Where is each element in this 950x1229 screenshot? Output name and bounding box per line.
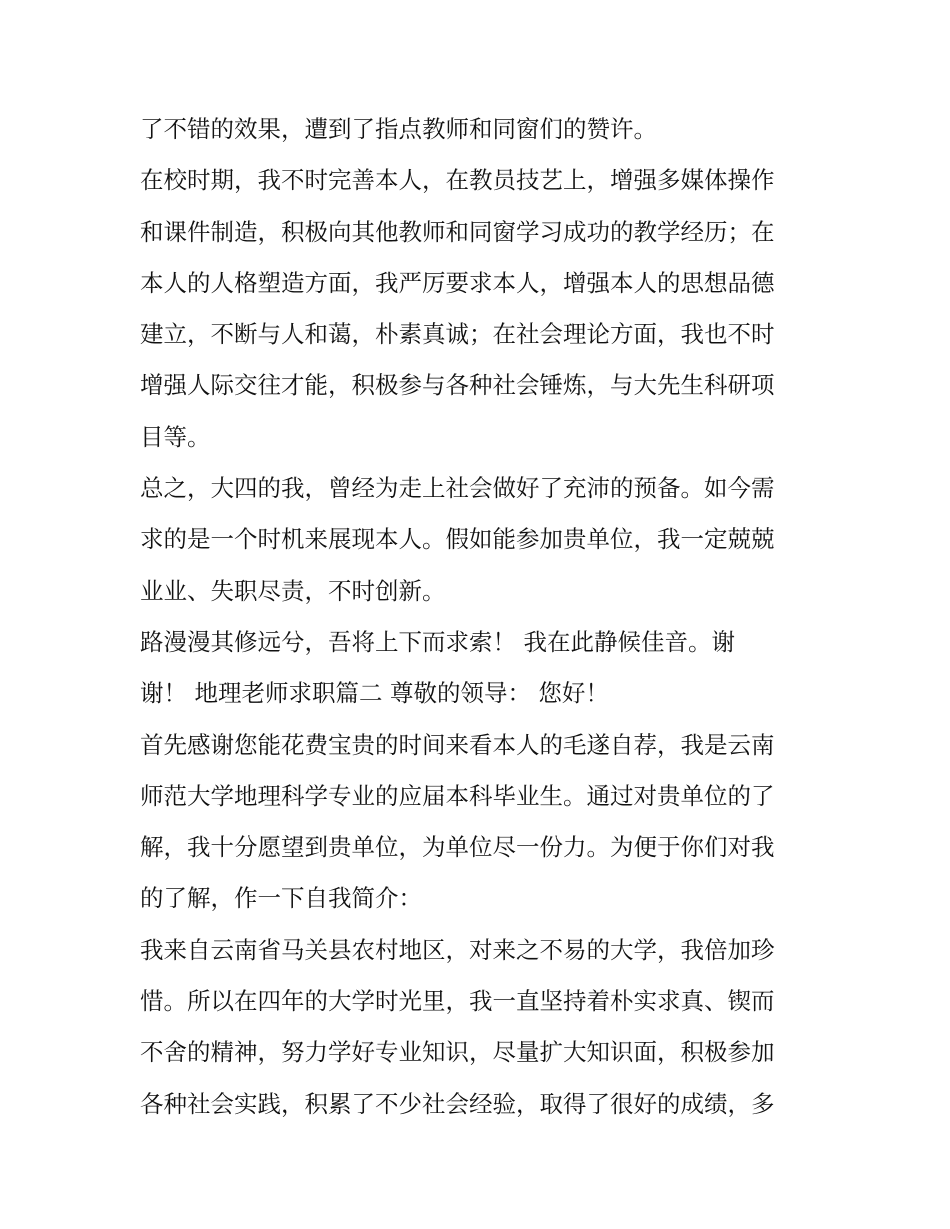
text-line: 业业、失职尽责，不时创新。 (140, 576, 446, 605)
body-text (140, 104, 830, 1130)
text-line: 谢！ 地理老师求职篇二 尊敬的领导： 您好！ (140, 679, 609, 708)
text-line: 目等。 (140, 422, 211, 451)
text-line: 首先感谢您能花费宝贵的时间来看本人的毛遂自荐，我是云南 (140, 730, 775, 759)
text-line: 的了解，作一下自我简介： (140, 884, 422, 913)
text-line: 各种社会实践，积累了不少社会经验，取得了很好的成绩，多 (140, 1089, 775, 1118)
text-line: 建立，不断与人和蔼，朴素真诚；在社会理论方面，我也不时 (140, 320, 775, 349)
text-line: 和课件制造，积极向其他教师和同窗学习成功的教学经历；在 (140, 217, 775, 246)
text-line: 本人的人格塑造方面，我严厉要求本人，增强本人的思想品德 (140, 268, 775, 297)
text-line: 不舍的精神，努力学好专业知识，尽量扩大知识面，积极参加 (140, 1038, 775, 1067)
text-line: 总之，大四的我，曾经为走上社会做好了充沛的预备。如今需 (140, 474, 775, 503)
text-line: 求的是一个时机来展现本人。假如能参加贵单位，我一定兢兢 (140, 525, 775, 554)
text-line: 增强人际交往才能，积极参与各种社会锤炼，与大先生科研项 (140, 371, 775, 400)
text-line: 师范大学地理科学专业的应届本科毕业生。通过对贵单位的了 (140, 781, 775, 810)
text-line: 惜。所以在四年的大学时光里，我一直坚持着朴实求真、锲而 (140, 987, 775, 1016)
text-line: 路漫漫其修远兮，吾将上下而求索！ 我在此静候佳音。谢 (140, 627, 735, 656)
text-line: 解，我十分愿望到贵单位，为单位尽一份力。为便于你们对我 (140, 833, 775, 862)
text-line: 我来自云南省马关县农村地区，对来之不易的大学，我倍加珍 (140, 935, 775, 964)
text-line: 在校时期，我不时完善本人，在教员技艺上，增强多媒体操作 (140, 166, 775, 195)
text-line: 了不错的效果，遭到了指点教师和同窗们的赞许。 (140, 115, 657, 143)
